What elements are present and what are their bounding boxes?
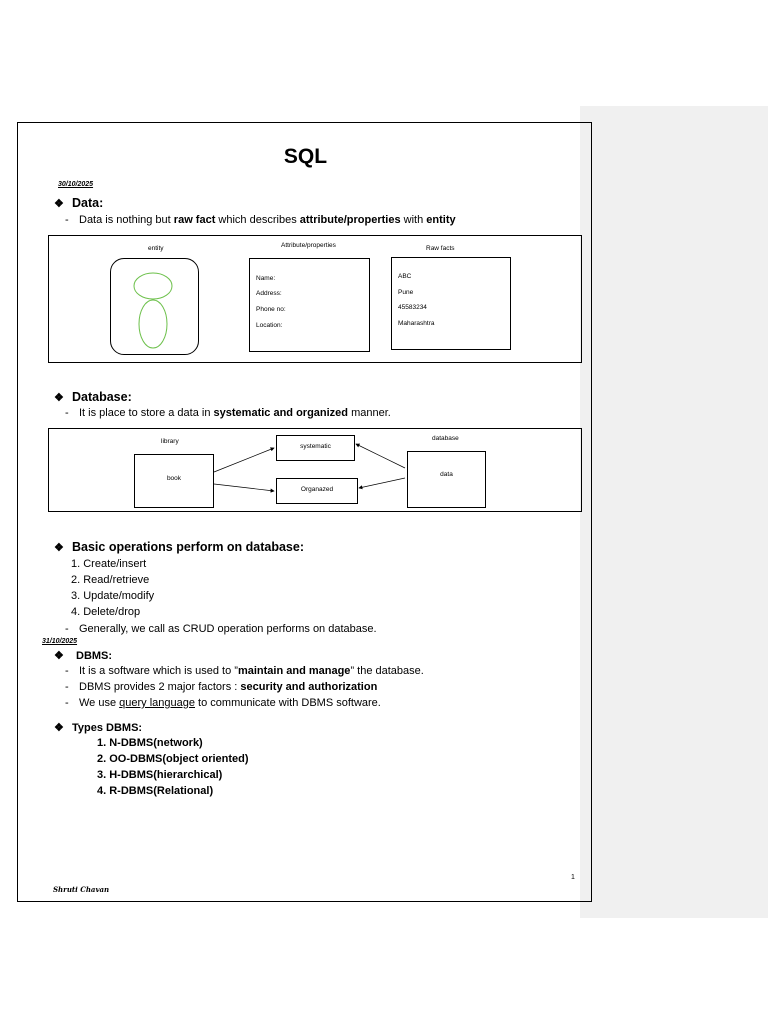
dbms-line1-prefix: It is a software which is used to ”: [79, 665, 238, 677]
types-item-hierarchical: 3. H-DBMS(hierarchical): [97, 769, 223, 781]
signature: Shruti Chavan: [53, 885, 110, 894]
data-label: data: [440, 471, 453, 478]
crud-line: [65, 623, 377, 635]
page-title: SQL: [283, 145, 328, 168]
dbms-line-3: [65, 697, 381, 709]
attribute-item: Location:: [256, 322, 283, 329]
library-label: library: [161, 438, 179, 445]
dash-marker: -: [65, 623, 69, 635]
database-line-suffix: manner.: [348, 407, 391, 419]
raw-fact-item: Maharashtra: [398, 320, 435, 327]
book-label: book: [166, 475, 182, 482]
diamond-bullet-icon: ❖: [54, 650, 64, 662]
arrow-data-to-organized: [359, 478, 405, 488]
database-figure: [48, 428, 582, 512]
page-number: 1: [571, 874, 575, 881]
dbms-line3-prefix: We use: [79, 697, 120, 709]
flow-arrows: [48, 428, 582, 512]
dbms-line-1: [65, 665, 424, 677]
data-heading-row: [54, 196, 103, 210]
data-line-bold-raw-fact: raw fact: [173, 214, 216, 226]
dbms-heading-row: [54, 649, 112, 662]
raw-facts-label: Raw facts: [426, 245, 455, 252]
dash-marker: -: [65, 407, 69, 419]
types-item-object-oriented: 2. OO-DBMS(object oriented): [97, 753, 249, 765]
diamond-bullet-icon: ❖: [54, 198, 64, 210]
database-label: database: [432, 435, 459, 442]
ops-item-read: 2. Read/retrieve: [71, 574, 150, 586]
data-line-mid: which describes: [215, 214, 300, 226]
ops-item-delete: 4. Delete/drop: [71, 606, 141, 618]
data-definition-line: [65, 214, 456, 226]
types-item-relational: 4. R-DBMS(Relational): [97, 785, 214, 797]
dbms-line2-prefix: DBMS provides 2 major factors :: [79, 681, 241, 693]
data-line-bold-entity: entity: [426, 214, 456, 226]
dash-marker: -: [65, 697, 69, 709]
arrow-data-to-systematic: [356, 444, 405, 468]
raw-fact-item: ABC: [398, 273, 412, 280]
entity-box: [110, 258, 199, 355]
raw-fact-item: Pune: [398, 289, 414, 296]
organized-label: Organazed: [300, 486, 334, 493]
raw-fact-item: 45583234: [398, 304, 427, 311]
dash-marker: -: [65, 214, 69, 226]
types-heading: Types DBMS:: [72, 722, 143, 734]
attribute-label: Attribute/properties: [281, 242, 336, 249]
ops-heading: Basic operations perform on database:: [72, 540, 305, 554]
ops-item-update: 3. Update/modify: [71, 590, 155, 602]
types-heading-row: [54, 721, 142, 734]
data-line-mid2: with: [400, 214, 427, 226]
date-stamp-1: 30/10/2025: [58, 181, 94, 188]
entity-label: entity: [148, 245, 164, 252]
data-line-prefix: Data is nothing but: [79, 214, 174, 226]
arrow-book-to-organized: [214, 484, 274, 491]
database-line-bold: systematic and organized: [213, 407, 349, 419]
database-heading-row: [54, 390, 132, 404]
ops-heading-row: [54, 540, 304, 554]
raw-facts-box: [391, 257, 511, 350]
dbms-heading: DBMS:: [76, 650, 113, 662]
dbms-line1-suffix: ” the database.: [350, 665, 424, 677]
dbms-line1-bold: maintain and manage: [237, 665, 351, 677]
comments-pane: [580, 106, 768, 918]
dash-marker: -: [65, 665, 69, 677]
dbms-line3-underline: query language: [119, 697, 195, 709]
types-item-network: 1. N-DBMS(network): [97, 737, 203, 749]
systematic-label: systematic: [300, 443, 331, 450]
entity-figure: [48, 235, 582, 363]
dbms-line2-bold: security and authorization: [240, 681, 378, 693]
attribute-item: Phone no:: [256, 306, 286, 313]
arrow-book-to-systematic: [214, 448, 274, 472]
database-heading: Database:: [72, 390, 132, 404]
data-line-bold-attribute: attribute/properties: [299, 214, 401, 226]
ops-item-create: 1. Create/insert: [71, 558, 147, 570]
person-figure-icon: [110, 258, 199, 355]
attributes-box: [249, 258, 370, 352]
document-page: [17, 122, 592, 902]
attribute-item: Name:: [256, 275, 276, 282]
diamond-bullet-icon: ❖: [54, 542, 64, 554]
dbms-line-2: [65, 681, 377, 693]
dbms-line3-suffix: to communicate with DBMS software.: [195, 697, 381, 709]
diamond-bullet-icon: ❖: [54, 722, 64, 734]
data-heading: Data:: [72, 196, 104, 210]
database-definition-line: [65, 407, 391, 419]
date-stamp-2: 31/10/2025: [42, 638, 78, 645]
dash-marker: -: [65, 681, 69, 693]
database-line-prefix: It is place to store a data in: [79, 407, 214, 419]
crud-text: Generally, we call as CRUD operation performs on database.: [79, 623, 377, 635]
diamond-bullet-icon: ❖: [54, 392, 64, 404]
attribute-item: Address:: [256, 290, 282, 297]
